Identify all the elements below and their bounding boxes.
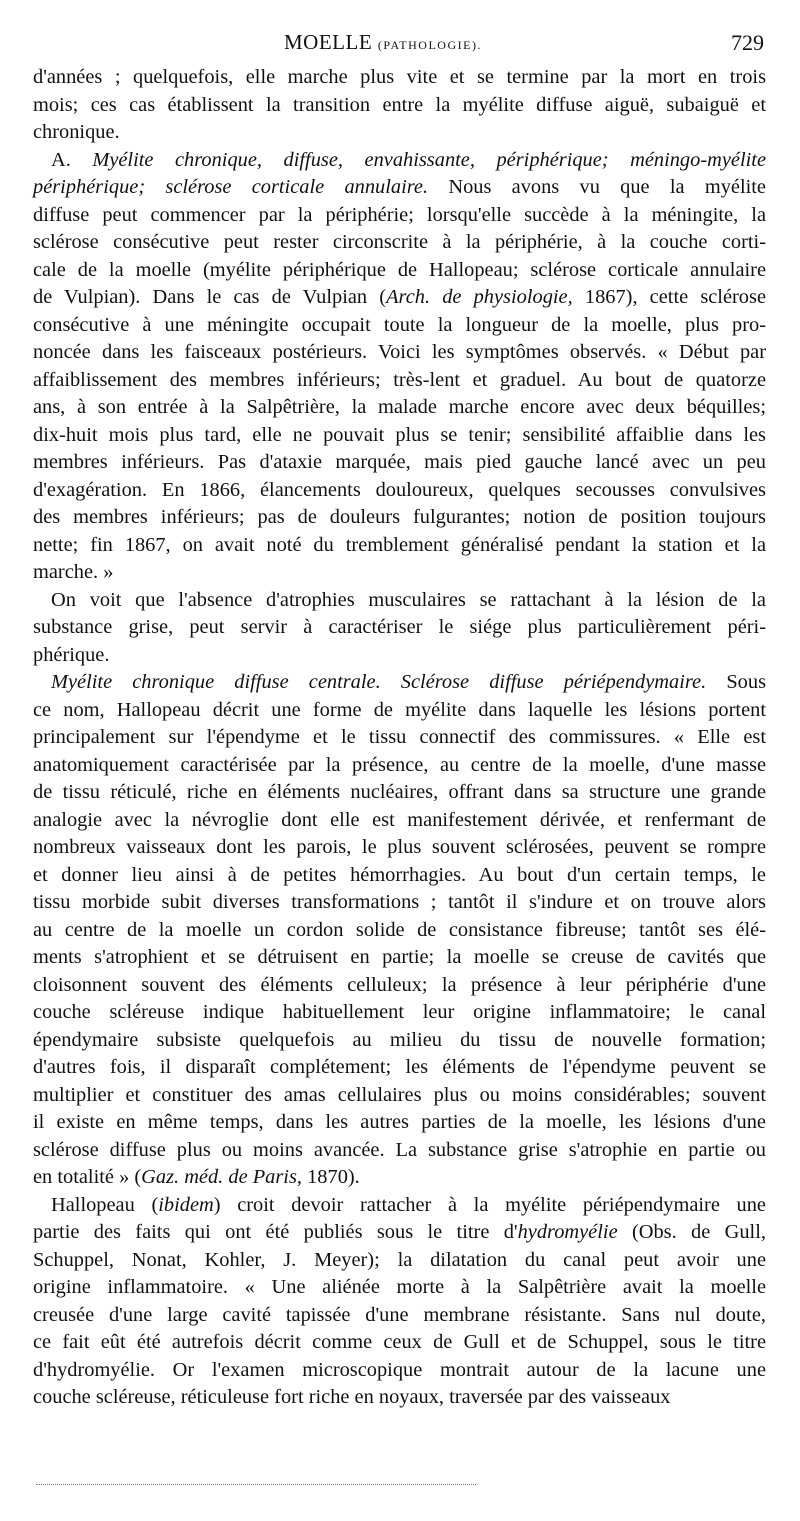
text-segment: diffuse peut commencer par la périphérie; lorsqu'elle succède à la méningite, la <box>33 203 766 226</box>
italic-segment: Myélite chronique, diffuse, envahissante, périphérique; méningo-myélite <box>92 148 766 171</box>
text-segment: ans, à son entrée à la Salpêtrière, la malade marche encore avec deux béquilles; <box>33 396 766 418</box>
text-segment: (Obs. de Gull, <box>617 1221 766 1243</box>
text-segment: substance grise, peut servir à caractériser le siége plus particulièrement péri- <box>33 616 766 638</box>
text-line <box>33 449 766 477</box>
text-segment: chronique. <box>33 121 120 143</box>
text-segment: nombreux vaisseaux dont les parois, le plus souvent sclérosées, peuvent se rompre <box>33 836 766 858</box>
text-segment: d'autres fois, il disparaît complétement; les éléments de l'épendyme peuvent se <box>33 1056 766 1078</box>
text-segment: membres inférieurs. Pas d'ataxie marquée, mais pied gauche lancé avec un peu <box>33 451 766 473</box>
text-segment: A. <box>51 148 93 171</box>
text-segment: origine inflammatoire. « Une aliénée morte à la Salpêtrière avait la moelle <box>33 1276 766 1298</box>
text-segment: consécutive à une méningite occupait toute la longueur de la moelle, plus pro- <box>33 313 766 336</box>
text-segment: épendymaire subsiste quelquefois au milieu du tissu de nouvelle formation; <box>33 1028 766 1051</box>
text-segment: cloisonnent souvent des éléments celluleux; la présence à leur périphérie d'une <box>33 973 766 996</box>
text-segment: 1867), cette sclérose <box>572 286 766 308</box>
bottom-dotted-rule <box>36 1484 476 1485</box>
text-line <box>33 422 766 450</box>
text-segment: Nous avons vu que la myélite <box>428 176 766 198</box>
text-line <box>33 1054 766 1082</box>
text-line <box>33 477 766 505</box>
text-line <box>33 1082 766 1110</box>
text-segment: couche scléreuse indique habituellement leur origine inflammatoire; le canal <box>33 1001 766 1023</box>
text-line <box>33 972 766 1000</box>
text-line <box>33 92 766 120</box>
text-line <box>33 1027 766 1055</box>
text-line <box>33 284 766 312</box>
text-line <box>33 174 766 202</box>
text-line <box>33 1274 766 1302</box>
text-segment: en totalité » ( <box>33 1166 142 1188</box>
text-line <box>33 917 766 945</box>
text-line <box>33 1357 766 1385</box>
text-segment: tissu morbide subit diverses transformations ; tantôt il s'indure et on trouve alors <box>33 891 766 913</box>
text-segment: phérique. <box>33 643 110 666</box>
text-line <box>33 532 766 560</box>
text-line <box>33 944 766 972</box>
text-line <box>33 642 766 670</box>
text-segment: et donner lieu ainsi à de petites hémorrhagies. Au bout d'un certain temps, le <box>33 863 766 886</box>
text-segment: d'années ; quelquefois, elle marche plus vite et se termine par la mort en trois <box>33 66 766 88</box>
text-segment: partie des faits qui ont été publiés sous le titre d' <box>33 1221 518 1243</box>
text-line <box>33 147 766 175</box>
text-segment: Hallopeau ( <box>51 1193 159 1216</box>
text-line <box>33 504 766 532</box>
text-line <box>33 1247 766 1275</box>
text-segment: d'exagération. En 1866, élancements douloureux, quelques secousses convulsives <box>33 478 766 501</box>
text-segment: des membres inférieurs; pas de douleurs fulgurantes; notion de position toujours <box>33 506 766 528</box>
text-segment: couche scléreuse, réticuleuse fort riche en noyaux, traversée par des vaisseaux <box>33 1386 671 1408</box>
text-line <box>33 1109 766 1137</box>
text-segment: marche. » <box>33 561 114 583</box>
text-line <box>33 312 766 340</box>
text-segment: multiplier et constituer des amas cellulaires plus ou moins considérables; souvent <box>33 1083 766 1106</box>
text-segment: sclérose diffuse plus ou moins avancée. La substance grise s'atrophie en partie ou <box>33 1138 766 1161</box>
text-line <box>33 587 766 615</box>
text-segment: ) croit devoir rattacher à la myélite périépendymaire une <box>213 1193 766 1216</box>
text-segment: analogie avec la névroglie dont elle est manifestement dérivée, et renfermant de <box>33 808 766 831</box>
text-line <box>33 807 766 835</box>
italic-segment: Myélite chronique diffuse centrale. Sclérose diffuse périépendymaire. <box>51 671 707 693</box>
text-line <box>33 614 766 642</box>
text-line <box>33 999 766 1027</box>
text-line <box>33 1384 766 1412</box>
text-line <box>33 257 766 285</box>
text-segment: principalement sur l'épendyme et le tissu connectif des commissures. « Elle est <box>33 726 766 748</box>
text-segment: ce nom, Hallopeau décrit une forme de myélite dans laquelle les lésions portent <box>33 698 766 721</box>
italic-segment: périphérique; sclérose corticale annulaire. <box>33 176 429 198</box>
text-segment: dix-huit mois plus tard, elle ne pouvait plus se tenir; sensibilité affaiblie dans les <box>33 423 766 446</box>
italic-segment: ibidem <box>158 1193 214 1216</box>
text-line <box>33 834 766 862</box>
italic-segment: Gaz. méd. de Paris, <box>141 1166 303 1188</box>
text-segment: de tissu réticulé, riche en éléments nucléaires, offrant dans sa structure une grande <box>33 781 766 803</box>
text-line <box>33 229 766 257</box>
text-segment: au centre de la moelle un cordon solide de consistance fibreuse; tantôt ses élé- <box>33 918 766 941</box>
text-line <box>33 64 766 92</box>
text-line <box>33 752 766 780</box>
text-segment: On voit que l'absence d'atrophies musculaires se rattachant à la lésion de la <box>51 588 766 611</box>
text-line <box>33 1219 766 1247</box>
text-segment: ments s'atrophient et se détruisent en partie; la moelle se creuse de cavités que <box>33 946 766 968</box>
text-line <box>33 1164 766 1192</box>
running-title: MOELLE (PATHOLOGIE). <box>284 30 482 54</box>
text-segment: il existe en même temps, dans les autres parties de la moelle, les lésions d'une <box>33 1111 766 1133</box>
text-segment: noncée dans les faisceaux postérieurs. Voici les symptômes observés. « Début par <box>33 341 766 363</box>
text-segment: Schuppel, Nonat, Kohler, J. Meyer); la dilatation du canal peut avoir une <box>33 1248 766 1271</box>
text-line <box>33 367 766 395</box>
text-line <box>33 889 766 917</box>
body-text <box>33 64 766 1412</box>
text-line <box>33 697 766 725</box>
italic-segment: hydromyélie <box>517 1221 618 1243</box>
text-segment: creusée d'une large cavité tapissée d'une membrane résistante. Sans nul doute, <box>33 1303 766 1326</box>
text-line <box>33 779 766 807</box>
text-segment: 1870). <box>302 1166 360 1188</box>
text-line <box>33 202 766 230</box>
running-title-subtitle: (PATHOLOGIE). <box>377 38 482 52</box>
text-segment: cale de la moelle (myélite périphérique de Hallopeau; sclérose corticale annulaire <box>33 258 766 281</box>
text-line <box>33 669 766 697</box>
text-line <box>33 1192 766 1220</box>
text-segment: ce fait eût été autrefois décrit comme ceux de Gull et de Schuppel, sous le titre <box>33 1331 766 1353</box>
text-line <box>33 1137 766 1165</box>
text-line <box>33 1329 766 1357</box>
text-segment: Sous <box>706 671 767 693</box>
text-segment: d'hydromyélie. Or l'examen microscopique montrait autour de la lacune une <box>33 1358 766 1381</box>
text-segment: anatomiquement caractérisée par la présence, au centre de la moelle, d'une masse <box>33 753 766 776</box>
page-number: 729 <box>731 30 764 55</box>
text-line <box>33 559 766 587</box>
text-segment: nette; fin 1867, on avait noté du tremblement généralisé pendant la station et la <box>33 533 766 556</box>
text-line <box>33 119 766 147</box>
text-line <box>33 1302 766 1330</box>
text-line <box>33 394 766 422</box>
text-segment: mois; ces cas établissent la transition entre la myélite diffuse aiguë, subaiguë et <box>33 93 766 116</box>
italic-segment: Arch. de physiologie, <box>386 286 573 308</box>
page-header <box>0 30 800 60</box>
text-line <box>33 724 766 752</box>
text-segment: affaiblissement des membres inférieurs; très-lent et graduel. Au bout de quatorze <box>33 368 766 391</box>
text-segment: de Vulpian). Dans le cas de Vulpian ( <box>33 286 387 308</box>
text-line <box>33 862 766 890</box>
text-segment: sclérose consécutive peut rester circonscrite à la périphérie, à la couche corti- <box>33 231 766 253</box>
text-line <box>33 339 766 367</box>
